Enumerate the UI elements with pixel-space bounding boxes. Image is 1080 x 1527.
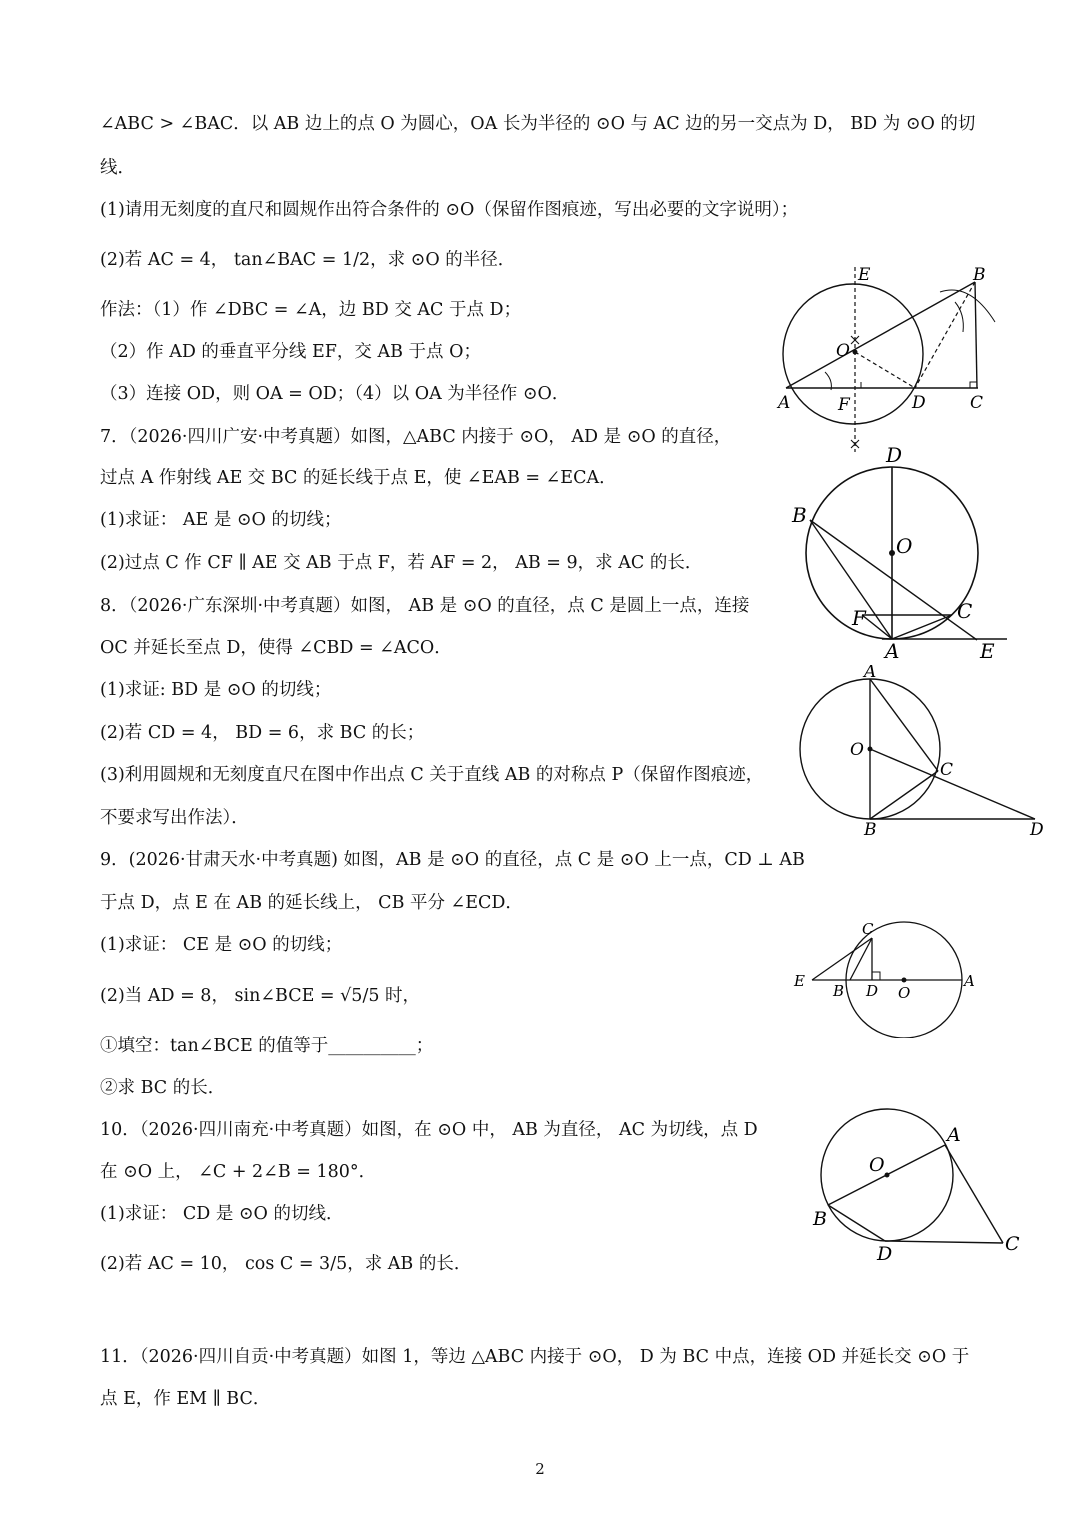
figure-q7 <box>782 440 1042 665</box>
text-line-14: (1)求证: BD 是 ⊙O 的切线； <box>100 680 332 700</box>
fig4-label-C: C <box>862 920 874 938</box>
fig2-label-C: C <box>957 599 973 623</box>
fig1-label-D: D <box>912 393 926 413</box>
fig2-label-E: E <box>980 639 995 663</box>
fig1-label-B: B <box>973 265 986 285</box>
text-line-16: (3)利用圆规和无刻度直尺在图中作出点 C 关于直线 AB 的对称点 P（保留作图痕迹， <box>100 765 764 785</box>
text-line-15: (2)若 CD = 4， BD = 6，求 BC 的长； <box>100 723 425 743</box>
text-line-26: (1)求证： CD 是 ⊙O 的切线． <box>100 1204 344 1224</box>
fig3-label-A: A <box>864 665 877 682</box>
fig1-label-E: E <box>858 265 871 285</box>
text-line-2: 线． <box>100 158 135 178</box>
text-line-21: (2)当 AD = 8， sin∠BCE = √5/5 时， <box>100 986 421 1006</box>
fig5-label-C: C <box>1005 1233 1020 1255</box>
fig1-label-F: F <box>838 395 850 415</box>
fig2-label-O: O <box>896 534 913 558</box>
text-line-19: 于点 D，点 E 在 AB 的延长线上， CB 平分 ∠ECD． <box>100 893 523 913</box>
page-number: 2 <box>535 1460 545 1478</box>
fig1-label-A: A <box>778 393 791 413</box>
text-line-9: 过点 A 作射线 AE 交 BC 的延长线于点 E，使 ∠EAB = ∠ECA． <box>100 468 617 488</box>
fig3-label-O: O <box>850 740 864 760</box>
fig4-label-A: A <box>964 972 975 990</box>
fig3-label-D: D <box>1030 820 1044 840</box>
figure-q9 <box>790 918 990 1038</box>
fig4-label-E: E <box>794 972 805 990</box>
fig5-label-D: D <box>877 1243 893 1265</box>
fig1-label-C: C <box>970 393 984 413</box>
figure-q8 <box>790 665 1050 840</box>
question-8-header: 8．（2026·广东深圳·中考真题）如图， AB 是 ⊙O 的直径，点 C 是圆上一点，连接 <box>100 596 750 616</box>
text-line-13: OC 并延长至点 D，使得 ∠CBD = ∠ACO． <box>100 638 452 658</box>
text-line-20: (1)求证： CE 是 ⊙O 的切线； <box>100 935 343 955</box>
text-line-27: (2)若 AC = 10， cos C = 3/5，求 AB 的长． <box>100 1254 472 1274</box>
fig3-label-B: B <box>864 820 877 840</box>
text-line-5: 作法：（1）作 ∠DBC = ∠A，边 BD 交 AC 于点 D； <box>100 300 522 320</box>
text-line-3: (1)请用无刻度的直尺和圆规作出符合条件的 ⊙O（保留作图痕迹，写出必要的文字说明）； <box>100 200 799 220</box>
fig2-label-A: A <box>885 639 900 663</box>
question-10-header: 10．（2026·四川南充·中考真题）如图，在 ⊙O 中， AB 为直径， AC 为切线，点 D <box>100 1120 758 1140</box>
fig1-label-O: O <box>836 341 850 361</box>
text-line-23: ②求 BC 的长． <box>100 1078 226 1098</box>
text-line-4: (2)若 AC = 4， tan∠BAC = 1/2，求 ⊙O 的半径． <box>100 250 516 270</box>
fig4-label-D: D <box>866 982 879 1000</box>
fig5-label-B: B <box>813 1208 827 1230</box>
figure-q6-construction <box>770 262 1010 462</box>
question-9-header: 9．(2026·甘肃天水·中考真题) 如图，AB 是 ⊙O 的直径，点 C 是 ⊙O 上一点，CD ⊥ AB <box>100 850 805 870</box>
text-line-25: 在 ⊙O 上， ∠C + 2∠B = 180°． <box>100 1162 377 1182</box>
question-7-header: 7．（2026·四川广安·中考真题）如图，△ABC 内接于 ⊙O， AD 是 ⊙O 的直径， <box>100 427 732 447</box>
fig4-label-O: O <box>898 984 911 1002</box>
figure-q10 <box>805 1105 1035 1270</box>
text-line-6: （2）作 AD 的垂直平分线 EF，交 AB 于点 O； <box>100 342 481 362</box>
fig3-label-C: C <box>940 760 954 780</box>
fig2-label-B: B <box>792 503 807 527</box>
text-line-1: ∠ABC > ∠BAC．以 AB 边上的点 O 为圆心，OA 长为半径的 ⊙O 与 AC 边的另一交点为 D， BD 为 ⊙O 的切 <box>100 114 976 134</box>
fig2-label-D: D <box>886 443 903 467</box>
text-line-11: (2)过点 C 作 CF ∥ AE 交 AB 于点 F，若 AF = 2， AB = 9，求 AC 的长． <box>100 553 703 573</box>
fig5-label-A: A <box>947 1124 961 1146</box>
fig2-label-F: F <box>852 606 866 630</box>
text-line-7: （3）连接 OD，则 OA = OD；（4）以 OA 为半径作 ⊙O． <box>100 384 570 404</box>
text-line-29: 点 E，作 EM ∥ BC． <box>100 1389 271 1409</box>
text-line-22: ①填空：tan∠BCE 的值等于__________； <box>100 1036 434 1056</box>
question-11-header: 11．（2026·四川自贡·中考真题）如图 1，等边 △ABC 内接于 ⊙O， D 为 BC 中点，连接 OD 并延长交 ⊙O 于 <box>100 1347 970 1367</box>
text-line-17: 不要求写出作法）． <box>100 808 249 828</box>
text-line-10: (1)求证： AE 是 ⊙O 的切线； <box>100 510 342 530</box>
fig4-label-B: B <box>833 982 845 1000</box>
fig5-label-O: O <box>869 1154 885 1176</box>
